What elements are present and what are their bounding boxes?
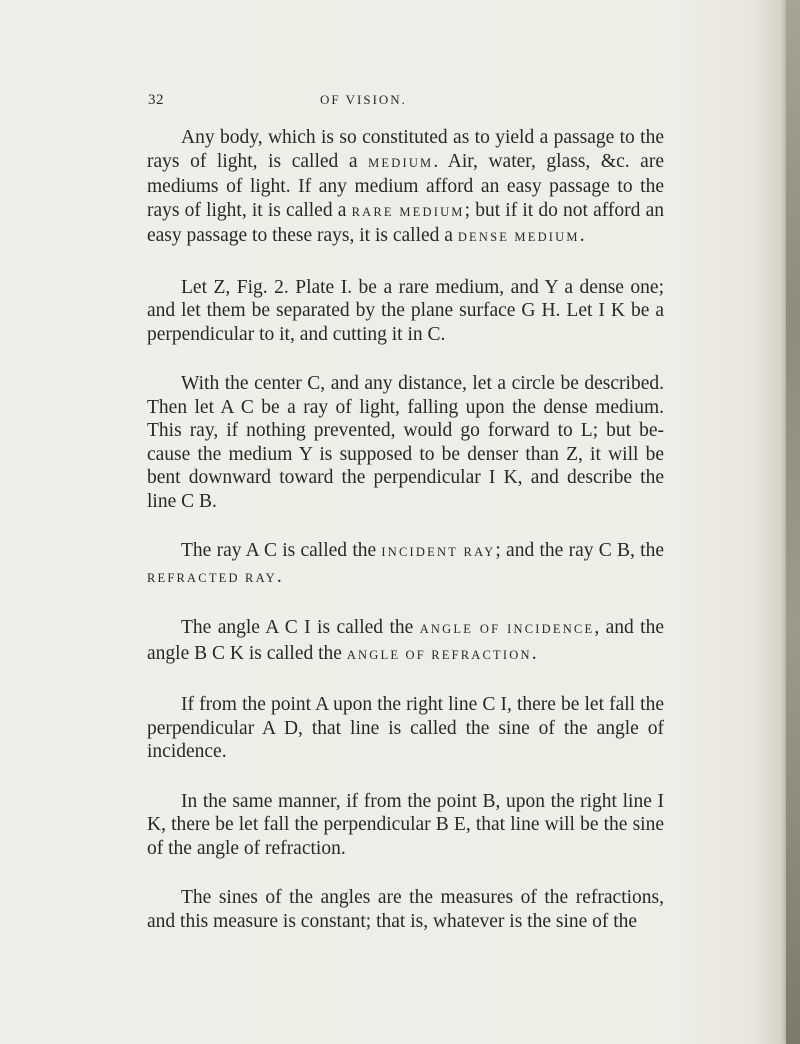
paragraph-sines-measure: The sines of the angles are the measures of the refractions, and this measure is constant; that is, whatever is the sine of the (147, 887, 664, 932)
small-caps-term: RARE MEDIUM (351, 204, 465, 219)
paragraph-sine-refraction: In the same manner, if from the point B, upon the right line I K, there be let fall the perpendicular B E, that line will be the sine of the angle of refraction. (147, 790, 664, 859)
small-caps-term: DENSE MEDIUM (457, 230, 580, 244)
small-caps-term: MEDIUM (368, 155, 434, 170)
paragraph-text: ; and the ray C B, the (495, 540, 664, 561)
paragraph-definition-medium (147, 126, 664, 250)
running-title: OF VISION. (320, 92, 407, 107)
page-header (0, 92, 800, 116)
small-caps-term: INCIDENT RAY (381, 545, 496, 559)
paragraph-text: The angle A C I is called the (181, 617, 420, 638)
paragraph-text: ; but if it do not afford an easy passage to these rays, it is called a (147, 199, 664, 246)
paragraph-text: The ray A C is called the (181, 540, 382, 561)
paragraph-text: . (276, 565, 282, 587)
small-caps-term: ANGLE OF INCIDENCE (419, 622, 595, 636)
paragraph-incident-ray (147, 539, 664, 590)
page-edge (786, 0, 800, 1044)
paragraph-sine-incidence: If from the point A upon the right line C I, there be let fall the perpendicular A D, that line is called the sine of the angle of incidence. (147, 694, 664, 762)
small-caps-term: ANGLE OF REFRACTION (346, 647, 532, 662)
paragraph-text: Any body, which is so constituted as to yield a passage to the rays of light, is called a (147, 127, 664, 172)
paragraph-circle-ray: With the center C, and any distance, let a circle be described. Then let A C be a ray of light, falling upon the dense medium. This ray, if nothing prevented, would go forward to L; but be-cause the medium Y is supposed to be denser than Z, it will be bent downward toward the perpendicular I K, and describe the line C B. (147, 373, 664, 512)
paragraph-text: . Air, water, glass, &c. are mediums of light. If any medium afford an easy passage to the rays of light, it is called a (147, 150, 664, 221)
body-text (147, 126, 664, 959)
paragraph-text: , and the angle B C K is called the (147, 617, 664, 664)
paragraph-angles (147, 616, 664, 667)
page-number: 32 (148, 92, 164, 108)
paragraph-text: . (531, 642, 537, 664)
paragraph-text: . (579, 225, 585, 246)
paragraph-figure-setup: Let Z, Fig. 2. Plate I. be a rare medium, and Y a dense one; and let them be separated by the plane surface G H. Let I K be a perpendicular to it, and cutting it in C. (147, 276, 664, 345)
small-caps-term: REFRACTED RAY (147, 570, 277, 585)
